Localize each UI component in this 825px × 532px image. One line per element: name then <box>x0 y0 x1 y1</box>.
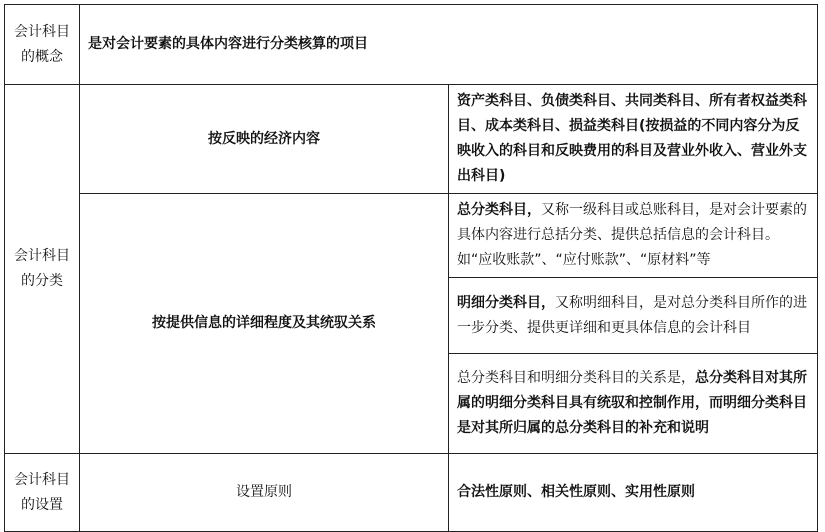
subsidiary-subject-text: 又称明细科目，是对总分类科目所作的进一步分类、提供更详细和更具体信息的会计科目 <box>457 294 807 336</box>
setting-label-cell: 会计科目的设置 <box>5 454 80 532</box>
setting-principle-label-cell: 设置原则 <box>80 454 449 532</box>
table-row <box>5 194 818 278</box>
relation-cell <box>449 354 818 454</box>
general-subject-cell <box>449 194 818 278</box>
general-subject-text: 又称一级科目或总账科目，是对会计要素的具体内容进行总括分类、提供总括信息的会计科目。如“应收账款”、“应付账款”、“原材料”等 <box>457 202 807 268</box>
economic-content-label-cell <box>80 85 449 194</box>
economic-content-cell: 资产类科目、负债类科目、共同类科目、所有者权益类科目、成本类科目、损益类科目(按损益的不同内容分为反映收入的科目和反映费用的科目及营业外收入、营业外支出科目) <box>449 85 818 194</box>
relation-lead: 总分类科目和明细分类科目的关系是， <box>457 370 695 386</box>
table-row <box>5 454 818 532</box>
concept-label-cell: 会计科目的概念 <box>5 5 80 85</box>
general-subject-term: 总分类科目， <box>457 202 541 218</box>
table-row <box>5 85 818 194</box>
accounting-subjects-table <box>4 4 818 532</box>
subsidiary-subject-cell <box>449 278 818 354</box>
economic-content-label: 按反映的经济内容 <box>208 130 320 147</box>
detail-level-label-cell <box>80 194 449 454</box>
classification-label-cell: 会计科目的分类 <box>5 85 80 454</box>
table-row <box>5 5 818 85</box>
concept-content-cell: 是对会计要素的具体内容进行分类核算的项目 <box>80 5 818 85</box>
detail-level-label: 按提供信息的详细程度及其统驭关系 <box>152 315 376 331</box>
subsidiary-subject-term: 明细分类科目， <box>457 294 555 311</box>
relation-text: 总分类科目对其所属的明细分类科目具有统驭和控制作用，而明细分类科目是对其所归属的总分类科目的补充和说明 <box>457 370 807 436</box>
setting-principles-cell: 合法性原则、相关性原则、实用性原则 <box>449 454 818 532</box>
